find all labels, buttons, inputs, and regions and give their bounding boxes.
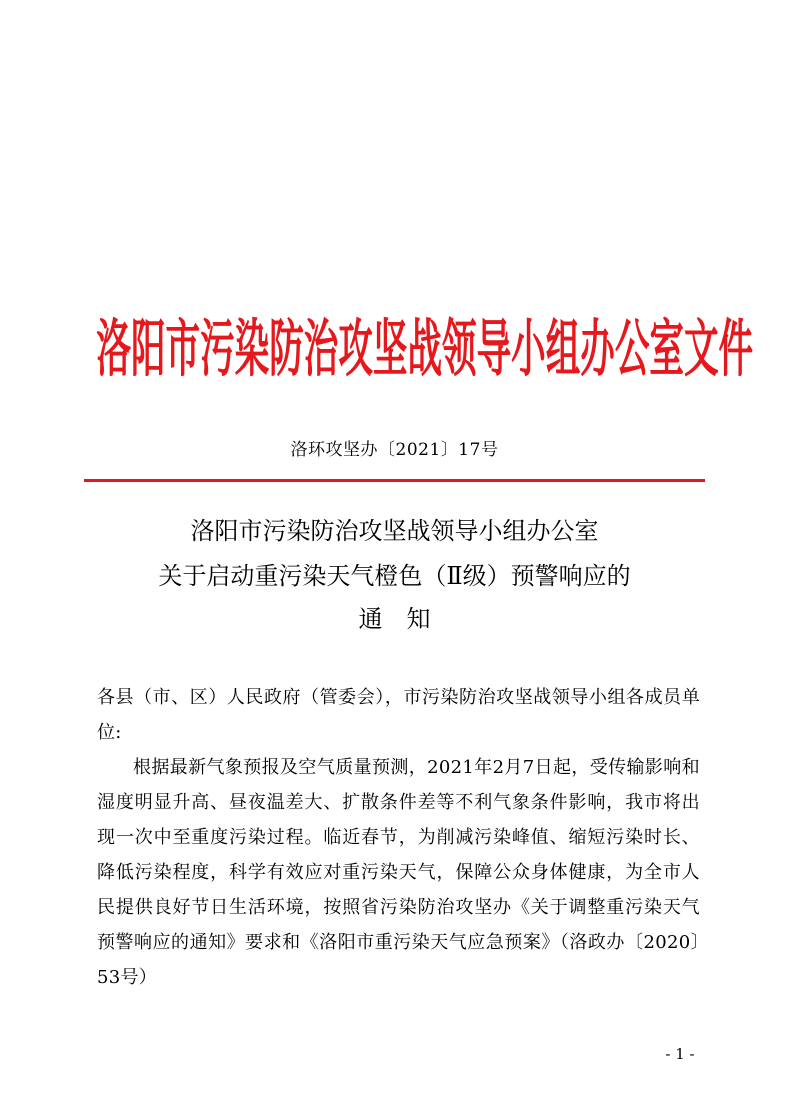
body-paragraph: 根据最新气象预报及空气质量预测，2021年2月7日起，受传输影响和湿度明显升高、昼夜温差大、扩散条件差等不利气象条件影响，我市将出现一次中至重度污染过程。临近春节，为削减污染峰值、缩短污染时长、降低污染程度，科学有效应对重污染天气，保障公众身体健康，为全市人民提供良好节日生活环境，按照省污染防治攻坚办《关于调整重污染天气预警响应的通知》要求和《洛阳市重污染天气应急预案》（洛政办〔2020〕53号） <box>97 757 700 988</box>
document-number: 洛环攻坚办〔2021〕17号 <box>290 440 499 460</box>
title-line-3: 通知 <box>358 605 455 633</box>
page-number: - 1 - <box>665 1045 695 1063</box>
issuer-header: 洛阳市污染防治攻坚战领导小组办公室文件 <box>96 314 754 386</box>
title-line-1: 洛阳市污染防治攻坚战领导小组办公室 <box>190 517 599 545</box>
title-line-2: 关于启动重污染天气橙色（Ⅱ级）预警响应的 <box>158 562 631 590</box>
document-body <box>97 680 700 995</box>
red-divider <box>84 479 705 482</box>
addressee: 各县（市、区）人民政府（管委会），市污染防治攻坚战领导小组各成员单位: <box>97 687 700 743</box>
